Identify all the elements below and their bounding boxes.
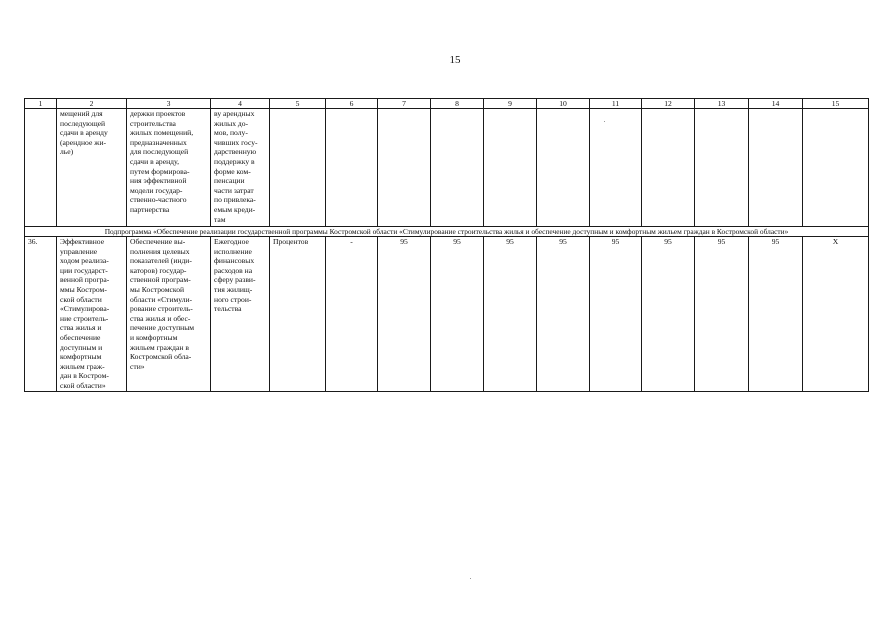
description-cell: Ежегодное исполнение финансовых расходов на сферу разви- тия жилищ- ного строи- тельства (211, 237, 270, 392)
empty-cell (431, 109, 484, 227)
subprogram-row (25, 227, 869, 237)
value-cell-14: 95 (749, 237, 803, 392)
indicators-table (24, 98, 869, 392)
empty-cell (484, 109, 537, 227)
empty-cell (695, 109, 749, 227)
empty-cell (590, 109, 642, 227)
empty-cell (326, 109, 378, 227)
indicator-name-cell: Эффективное управление ходом реализа- ции государст- венной програ- ммы Костром- ской области «Стимулирова- ние строитель- ства жилья и обеспечение доступным и комфортным жильем граж- дан в Костром- ской области» (57, 237, 127, 392)
table-row-continuation (25, 109, 869, 227)
empty-cell (803, 109, 869, 227)
empty-cell (537, 109, 590, 227)
header-cell-5: 5 (270, 99, 326, 109)
empty-cell (270, 109, 326, 227)
header-cell-13: 13 (695, 99, 749, 109)
scan-speck (470, 578, 471, 579)
header-cell-11: 11 (590, 99, 642, 109)
header-cell-1: 1 (25, 99, 57, 109)
table-row-36 (25, 237, 869, 392)
value-cell-12: 95 (642, 237, 695, 392)
indicator-name-cell: мещений для последующей сдачи в аренду (арендное жи- лье) (57, 109, 127, 227)
header-cell-14: 14 (749, 99, 803, 109)
page-number: 15 (449, 54, 461, 66)
row-number-cell: 36. (25, 237, 57, 392)
header-cell-9: 9 (484, 99, 537, 109)
header-cell-10: 10 (537, 99, 590, 109)
unit-cell: Процентов (270, 237, 326, 392)
row-number-cell (25, 109, 57, 227)
value-cell-6: - (326, 237, 378, 392)
header-cell-8: 8 (431, 99, 484, 109)
header-cell-2: 2 (57, 99, 127, 109)
header-cell-3: 3 (127, 99, 211, 109)
value-cell-9: 95 (484, 237, 537, 392)
header-cell-4: 4 (211, 99, 270, 109)
header-cell-15: 15 (803, 99, 869, 109)
value-cell-13: 95 (695, 237, 749, 392)
goal-cell: держки проектов строительства жилых помещений, предназначенных для последующей сдачи в аренду, путем формирова- ния эффективной модели государ- ственно-частного партнерства (127, 109, 211, 227)
empty-cell (642, 109, 695, 227)
header-cell-7: 7 (378, 99, 431, 109)
empty-cell (749, 109, 803, 227)
value-cell-8: 95 (431, 237, 484, 392)
table-header-row (25, 99, 869, 109)
header-cell-6: 6 (326, 99, 378, 109)
empty-cell (378, 109, 431, 227)
header-cell-12: 12 (642, 99, 695, 109)
value-cell-7: 95 (378, 237, 431, 392)
value-cell-11: 95 (590, 237, 642, 392)
description-cell: ву арендных жилых до- мов, полу- чивших госу- дарственную поддержку в форме ком- пенсации части затрат по привлека- емым креди- там (211, 109, 270, 227)
scan-speck (604, 121, 605, 122)
value-cell-15: Х (803, 237, 869, 392)
value-cell-10: 95 (537, 237, 590, 392)
goal-cell: Обеспечение вы- полнения целевых показателей (инди- каторов) государ- ственной програм- мы Костромской области «Стимули- рование строитель- ства жилья и обес- печение доступным и комфортным жильем граждан в Костромской обла- сти» (127, 237, 211, 392)
subprogram-title: Подпрограмма «Обеспечение реализации государственной программы Костромской области «Стимулирование строительства жилья и обеспечение доступным и комфортным жильем граждан в Костромской области» (25, 227, 869, 237)
